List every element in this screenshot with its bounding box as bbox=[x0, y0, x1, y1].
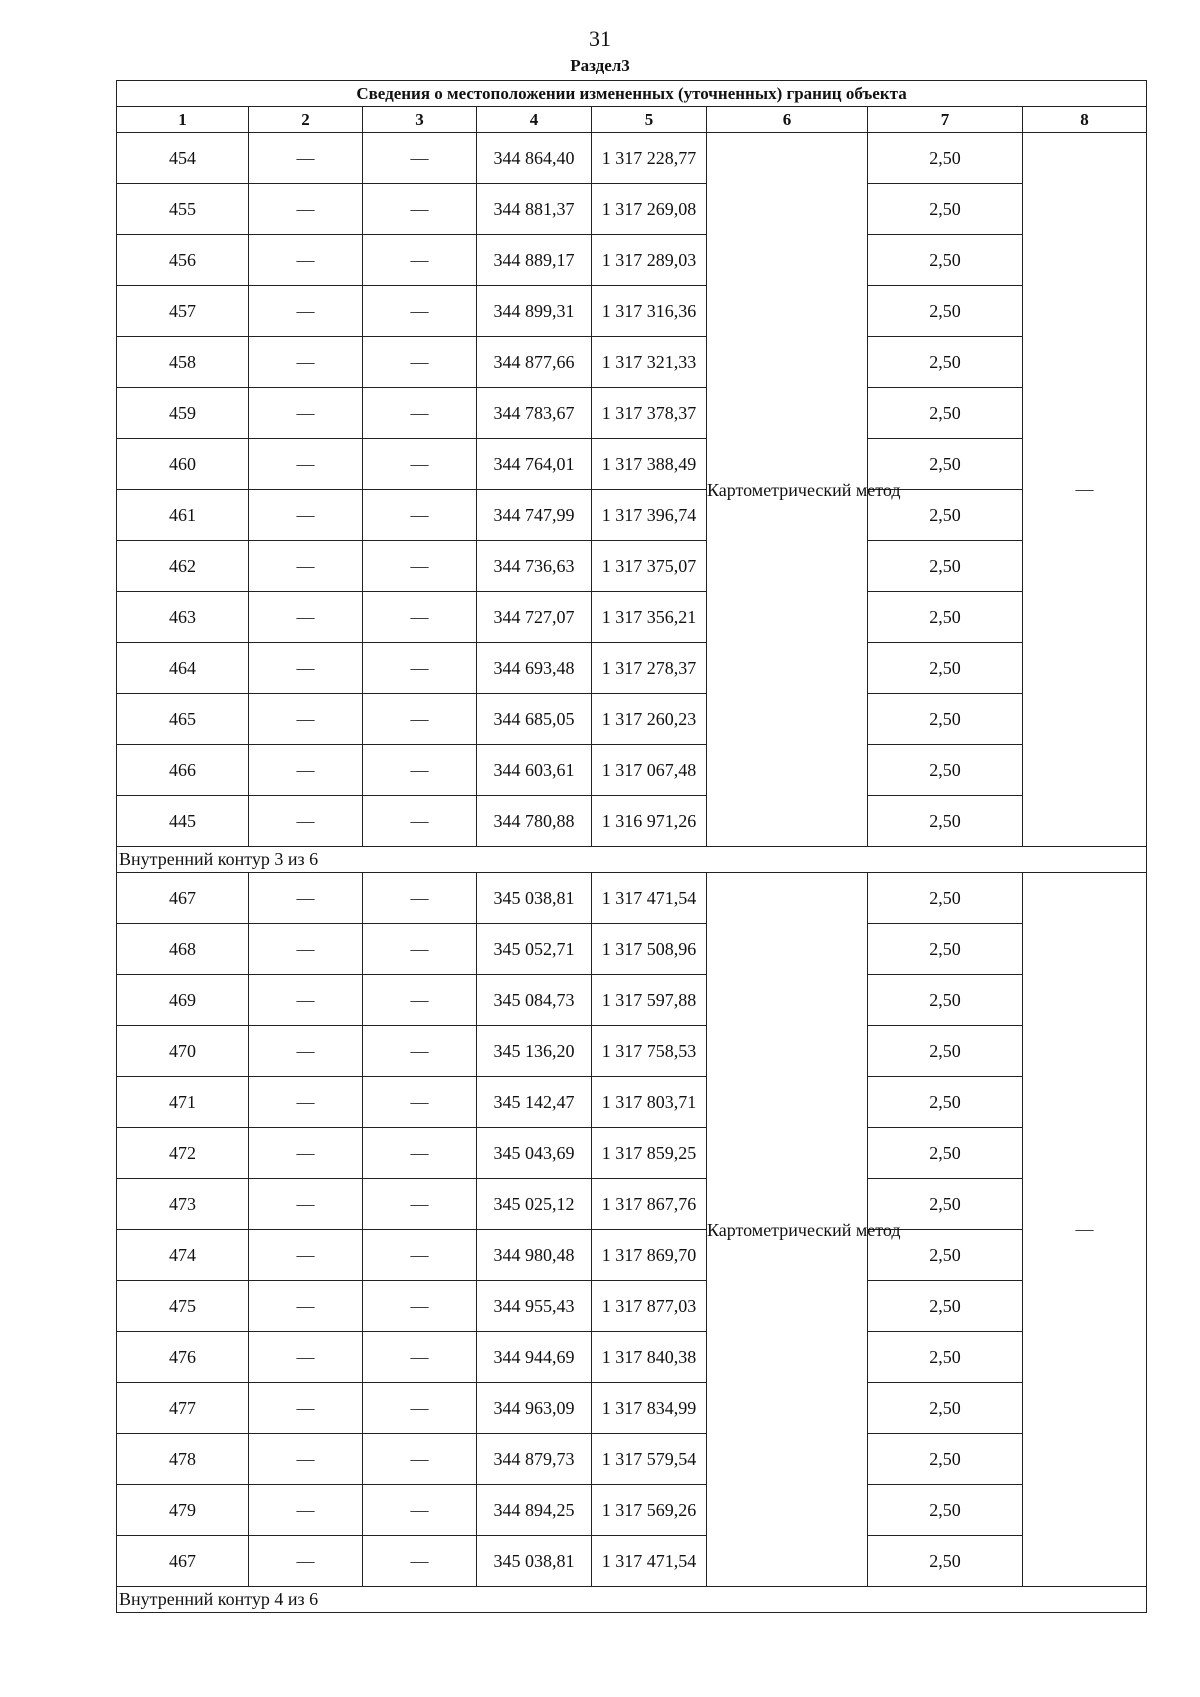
point-number-cell: 462 bbox=[117, 541, 249, 592]
table-row bbox=[117, 235, 1147, 286]
method-cell: Картометрический метод bbox=[707, 133, 868, 847]
y-coordinate-cell: 1 317 579,54 bbox=[592, 1434, 707, 1485]
point-number-cell: 459 bbox=[117, 388, 249, 439]
table-row bbox=[117, 1026, 1147, 1077]
accuracy-cell: 2,50 bbox=[868, 1434, 1023, 1485]
y-coordinate-cell: 1 317 758,53 bbox=[592, 1026, 707, 1077]
point-number-cell: 467 bbox=[117, 873, 249, 924]
column-3-cell: — bbox=[363, 388, 477, 439]
section-title: Раздел3 bbox=[570, 56, 630, 75]
point-number-cell: 478 bbox=[117, 1434, 249, 1485]
column-2-cell: — bbox=[249, 337, 363, 388]
accuracy-cell: 2,50 bbox=[868, 694, 1023, 745]
column-3-cell: — bbox=[363, 1434, 477, 1485]
table-row bbox=[117, 745, 1147, 796]
x-coordinate-cell: 344 879,73 bbox=[477, 1434, 592, 1485]
column-number: 5 bbox=[592, 107, 707, 133]
column-3-cell: — bbox=[363, 1026, 477, 1077]
point-number-cell: 476 bbox=[117, 1332, 249, 1383]
accuracy-cell: 2,50 bbox=[868, 975, 1023, 1026]
point-number-cell: 470 bbox=[117, 1026, 249, 1077]
column-2-cell: — bbox=[249, 1230, 363, 1281]
column-3-cell: — bbox=[363, 924, 477, 975]
column-2-cell: — bbox=[249, 1026, 363, 1077]
x-coordinate-cell: 345 142,47 bbox=[477, 1077, 592, 1128]
column-2-cell: — bbox=[249, 1077, 363, 1128]
table-row bbox=[117, 133, 1147, 184]
column-2-cell: — bbox=[249, 1332, 363, 1383]
contour-label: Внутренний контур 3 из 6 bbox=[117, 847, 1147, 873]
column-2-cell: — bbox=[249, 975, 363, 1026]
column-3-cell: — bbox=[363, 490, 477, 541]
accuracy-cell: 2,50 bbox=[868, 592, 1023, 643]
column-2-cell: — bbox=[249, 1485, 363, 1536]
point-number-cell: 463 bbox=[117, 592, 249, 643]
column-3-cell: — bbox=[363, 592, 477, 643]
column-3-cell: — bbox=[363, 796, 477, 847]
contour-label-row bbox=[117, 1587, 1147, 1613]
column-2-cell: — bbox=[249, 924, 363, 975]
boundary-coordinates-table bbox=[116, 80, 1147, 1613]
accuracy-cell: 2,50 bbox=[868, 643, 1023, 694]
x-coordinate-cell: 344 685,05 bbox=[477, 694, 592, 745]
table-row bbox=[117, 439, 1147, 490]
column-2-cell: — bbox=[249, 235, 363, 286]
x-coordinate-cell: 344 780,88 bbox=[477, 796, 592, 847]
column-2-cell: — bbox=[249, 1128, 363, 1179]
table-row bbox=[117, 286, 1147, 337]
accuracy-cell: 2,50 bbox=[868, 1332, 1023, 1383]
table-row bbox=[117, 337, 1147, 388]
x-coordinate-cell: 344 764,01 bbox=[477, 439, 592, 490]
y-coordinate-cell: 1 317 597,88 bbox=[592, 975, 707, 1026]
column-3-cell: — bbox=[363, 184, 477, 235]
column-2-cell: — bbox=[249, 286, 363, 337]
table-row bbox=[117, 1485, 1147, 1536]
y-coordinate-cell: 1 317 840,38 bbox=[592, 1332, 707, 1383]
table-row bbox=[117, 694, 1147, 745]
column-3-cell: — bbox=[363, 745, 477, 796]
y-coordinate-cell: 1 317 316,36 bbox=[592, 286, 707, 337]
column-3-cell: — bbox=[363, 1332, 477, 1383]
table-body bbox=[117, 133, 1147, 1613]
contour-label: Внутренний контур 4 из 6 bbox=[117, 1587, 1147, 1613]
table-row bbox=[117, 1383, 1147, 1434]
x-coordinate-cell: 345 084,73 bbox=[477, 975, 592, 1026]
table-row bbox=[117, 1077, 1147, 1128]
accuracy-cell: 2,50 bbox=[868, 1281, 1023, 1332]
point-number-cell: 454 bbox=[117, 133, 249, 184]
column-2-cell: — bbox=[249, 133, 363, 184]
column-3-cell: — bbox=[363, 1077, 477, 1128]
page-number: 31 bbox=[589, 26, 611, 51]
column-2-cell: — bbox=[249, 490, 363, 541]
column-number: 3 bbox=[363, 107, 477, 133]
point-number-cell: 471 bbox=[117, 1077, 249, 1128]
y-coordinate-cell: 1 317 278,37 bbox=[592, 643, 707, 694]
column-2-cell: — bbox=[249, 439, 363, 490]
column-number: 1 bbox=[117, 107, 249, 133]
accuracy-cell: 2,50 bbox=[868, 1026, 1023, 1077]
table-row bbox=[117, 592, 1147, 643]
x-coordinate-cell: 344 747,99 bbox=[477, 490, 592, 541]
y-coordinate-cell: 1 317 260,23 bbox=[592, 694, 707, 745]
point-number-cell: 479 bbox=[117, 1485, 249, 1536]
point-number-cell: 468 bbox=[117, 924, 249, 975]
y-coordinate-cell: 1 317 356,21 bbox=[592, 592, 707, 643]
column-8-cell: — bbox=[1023, 133, 1147, 847]
column-3-cell: — bbox=[363, 541, 477, 592]
x-coordinate-cell: 344 783,67 bbox=[477, 388, 592, 439]
y-coordinate-cell: 1 317 569,26 bbox=[592, 1485, 707, 1536]
y-coordinate-cell: 1 317 321,33 bbox=[592, 337, 707, 388]
y-coordinate-cell: 1 317 859,25 bbox=[592, 1128, 707, 1179]
table-row bbox=[117, 184, 1147, 235]
column-2-cell: — bbox=[249, 1179, 363, 1230]
accuracy-cell: 2,50 bbox=[868, 924, 1023, 975]
table-row bbox=[117, 1230, 1147, 1281]
point-number-cell: 473 bbox=[117, 1179, 249, 1230]
column-number-row bbox=[117, 107, 1147, 133]
x-coordinate-cell: 344 736,63 bbox=[477, 541, 592, 592]
column-2-cell: — bbox=[249, 694, 363, 745]
accuracy-cell: 2,50 bbox=[868, 1536, 1023, 1587]
column-2-cell: — bbox=[249, 541, 363, 592]
y-coordinate-cell: 1 317 869,70 bbox=[592, 1230, 707, 1281]
point-number-cell: 475 bbox=[117, 1281, 249, 1332]
y-coordinate-cell: 1 317 877,03 bbox=[592, 1281, 707, 1332]
table-row bbox=[117, 1128, 1147, 1179]
accuracy-cell: 2,50 bbox=[868, 796, 1023, 847]
y-coordinate-cell: 1 317 289,03 bbox=[592, 235, 707, 286]
column-3-cell: — bbox=[363, 975, 477, 1026]
point-number-cell: 477 bbox=[117, 1383, 249, 1434]
column-3-cell: — bbox=[363, 1536, 477, 1587]
column-number: 6 bbox=[707, 107, 868, 133]
accuracy-cell: 2,50 bbox=[868, 184, 1023, 235]
x-coordinate-cell: 344 944,69 bbox=[477, 1332, 592, 1383]
x-coordinate-cell: 344 963,09 bbox=[477, 1383, 592, 1434]
column-3-cell: — bbox=[363, 235, 477, 286]
point-number-cell: 464 bbox=[117, 643, 249, 694]
column-3-cell: — bbox=[363, 643, 477, 694]
point-number-cell: 445 bbox=[117, 796, 249, 847]
table-row bbox=[117, 1332, 1147, 1383]
column-8-cell: — bbox=[1023, 873, 1147, 1587]
column-3-cell: — bbox=[363, 1179, 477, 1230]
point-number-cell: 456 bbox=[117, 235, 249, 286]
accuracy-cell: 2,50 bbox=[868, 1128, 1023, 1179]
x-coordinate-cell: 344 899,31 bbox=[477, 286, 592, 337]
x-coordinate-cell: 344 889,17 bbox=[477, 235, 592, 286]
column-3-cell: — bbox=[363, 439, 477, 490]
table-row bbox=[117, 1434, 1147, 1485]
accuracy-cell: 2,50 bbox=[868, 337, 1023, 388]
table-row bbox=[117, 388, 1147, 439]
accuracy-cell: 2,50 bbox=[868, 1485, 1023, 1536]
x-coordinate-cell: 344 955,43 bbox=[477, 1281, 592, 1332]
column-2-cell: — bbox=[249, 1281, 363, 1332]
x-coordinate-cell: 345 052,71 bbox=[477, 924, 592, 975]
contour-label-row bbox=[117, 847, 1147, 873]
y-coordinate-cell: 1 317 269,08 bbox=[592, 184, 707, 235]
column-2-cell: — bbox=[249, 1536, 363, 1587]
column-3-cell: — bbox=[363, 1383, 477, 1434]
column-2-cell: — bbox=[249, 643, 363, 694]
y-coordinate-cell: 1 317 388,49 bbox=[592, 439, 707, 490]
column-2-cell: — bbox=[249, 1434, 363, 1485]
table-row bbox=[117, 873, 1147, 924]
table-row bbox=[117, 1281, 1147, 1332]
y-coordinate-cell: 1 317 867,76 bbox=[592, 1179, 707, 1230]
x-coordinate-cell: 345 038,81 bbox=[477, 1536, 592, 1587]
y-coordinate-cell: 1 317 396,74 bbox=[592, 490, 707, 541]
column-2-cell: — bbox=[249, 873, 363, 924]
column-number: 2 bbox=[249, 107, 363, 133]
column-number: 4 bbox=[477, 107, 592, 133]
x-coordinate-cell: 344 603,61 bbox=[477, 745, 592, 796]
accuracy-cell: 2,50 bbox=[868, 541, 1023, 592]
column-number: 7 bbox=[868, 107, 1023, 133]
x-coordinate-cell: 344 693,48 bbox=[477, 643, 592, 694]
y-coordinate-cell: 1 316 971,26 bbox=[592, 796, 707, 847]
column-2-cell: — bbox=[249, 184, 363, 235]
accuracy-cell: 2,50 bbox=[868, 1179, 1023, 1230]
table-row bbox=[117, 643, 1147, 694]
y-coordinate-cell: 1 317 834,99 bbox=[592, 1383, 707, 1434]
point-number-cell: 472 bbox=[117, 1128, 249, 1179]
column-3-cell: — bbox=[363, 286, 477, 337]
accuracy-cell: 2,50 bbox=[868, 1230, 1023, 1281]
table-row bbox=[117, 924, 1147, 975]
point-number-cell: 467 bbox=[117, 1536, 249, 1587]
column-2-cell: — bbox=[249, 388, 363, 439]
table-row bbox=[117, 1179, 1147, 1230]
column-3-cell: — bbox=[363, 1128, 477, 1179]
x-coordinate-cell: 344 877,66 bbox=[477, 337, 592, 388]
point-number-cell: 458 bbox=[117, 337, 249, 388]
point-number-cell: 461 bbox=[117, 490, 249, 541]
accuracy-cell: 2,50 bbox=[868, 235, 1023, 286]
y-coordinate-cell: 1 317 067,48 bbox=[592, 745, 707, 796]
point-number-cell: 460 bbox=[117, 439, 249, 490]
accuracy-cell: 2,50 bbox=[868, 1077, 1023, 1128]
column-number: 8 bbox=[1023, 107, 1147, 133]
table-row bbox=[117, 1536, 1147, 1587]
point-number-cell: 455 bbox=[117, 184, 249, 235]
x-coordinate-cell: 344 864,40 bbox=[477, 133, 592, 184]
column-3-cell: — bbox=[363, 1281, 477, 1332]
table-row bbox=[117, 541, 1147, 592]
column-2-cell: — bbox=[249, 1383, 363, 1434]
accuracy-cell: 2,50 bbox=[868, 745, 1023, 796]
y-coordinate-cell: 1 317 508,96 bbox=[592, 924, 707, 975]
column-3-cell: — bbox=[363, 337, 477, 388]
point-number-cell: 465 bbox=[117, 694, 249, 745]
column-2-cell: — bbox=[249, 592, 363, 643]
column-3-cell: — bbox=[363, 694, 477, 745]
column-2-cell: — bbox=[249, 796, 363, 847]
accuracy-cell: 2,50 bbox=[868, 490, 1023, 541]
accuracy-cell: 2,50 bbox=[868, 1383, 1023, 1434]
column-3-cell: — bbox=[363, 1230, 477, 1281]
x-coordinate-cell: 345 043,69 bbox=[477, 1128, 592, 1179]
column-3-cell: — bbox=[363, 133, 477, 184]
table-row bbox=[117, 490, 1147, 541]
x-coordinate-cell: 344 881,37 bbox=[477, 184, 592, 235]
column-3-cell: — bbox=[363, 873, 477, 924]
table-row bbox=[117, 975, 1147, 1026]
x-coordinate-cell: 344 727,07 bbox=[477, 592, 592, 643]
y-coordinate-cell: 1 317 378,37 bbox=[592, 388, 707, 439]
accuracy-cell: 2,50 bbox=[868, 133, 1023, 184]
point-number-cell: 466 bbox=[117, 745, 249, 796]
x-coordinate-cell: 345 038,81 bbox=[477, 873, 592, 924]
x-coordinate-cell: 344 980,48 bbox=[477, 1230, 592, 1281]
x-coordinate-cell: 345 025,12 bbox=[477, 1179, 592, 1230]
point-number-cell: 474 bbox=[117, 1230, 249, 1281]
x-coordinate-cell: 344 894,25 bbox=[477, 1485, 592, 1536]
y-coordinate-cell: 1 317 375,07 bbox=[592, 541, 707, 592]
y-coordinate-cell: 1 317 471,54 bbox=[592, 1536, 707, 1587]
y-coordinate-cell: 1 317 228,77 bbox=[592, 133, 707, 184]
method-cell: Картометрический метод bbox=[707, 873, 868, 1587]
point-number-cell: 457 bbox=[117, 286, 249, 337]
column-2-cell: — bbox=[249, 745, 363, 796]
accuracy-cell: 2,50 bbox=[868, 873, 1023, 924]
y-coordinate-cell: 1 317 803,71 bbox=[592, 1077, 707, 1128]
table-title: Сведения о местоположении измененных (уточненных) границ объекта bbox=[117, 81, 1147, 107]
column-3-cell: — bbox=[363, 1485, 477, 1536]
accuracy-cell: 2,50 bbox=[868, 286, 1023, 337]
accuracy-cell: 2,50 bbox=[868, 439, 1023, 490]
y-coordinate-cell: 1 317 471,54 bbox=[592, 873, 707, 924]
table-row bbox=[117, 796, 1147, 847]
x-coordinate-cell: 345 136,20 bbox=[477, 1026, 592, 1077]
point-number-cell: 469 bbox=[117, 975, 249, 1026]
accuracy-cell: 2,50 bbox=[868, 388, 1023, 439]
